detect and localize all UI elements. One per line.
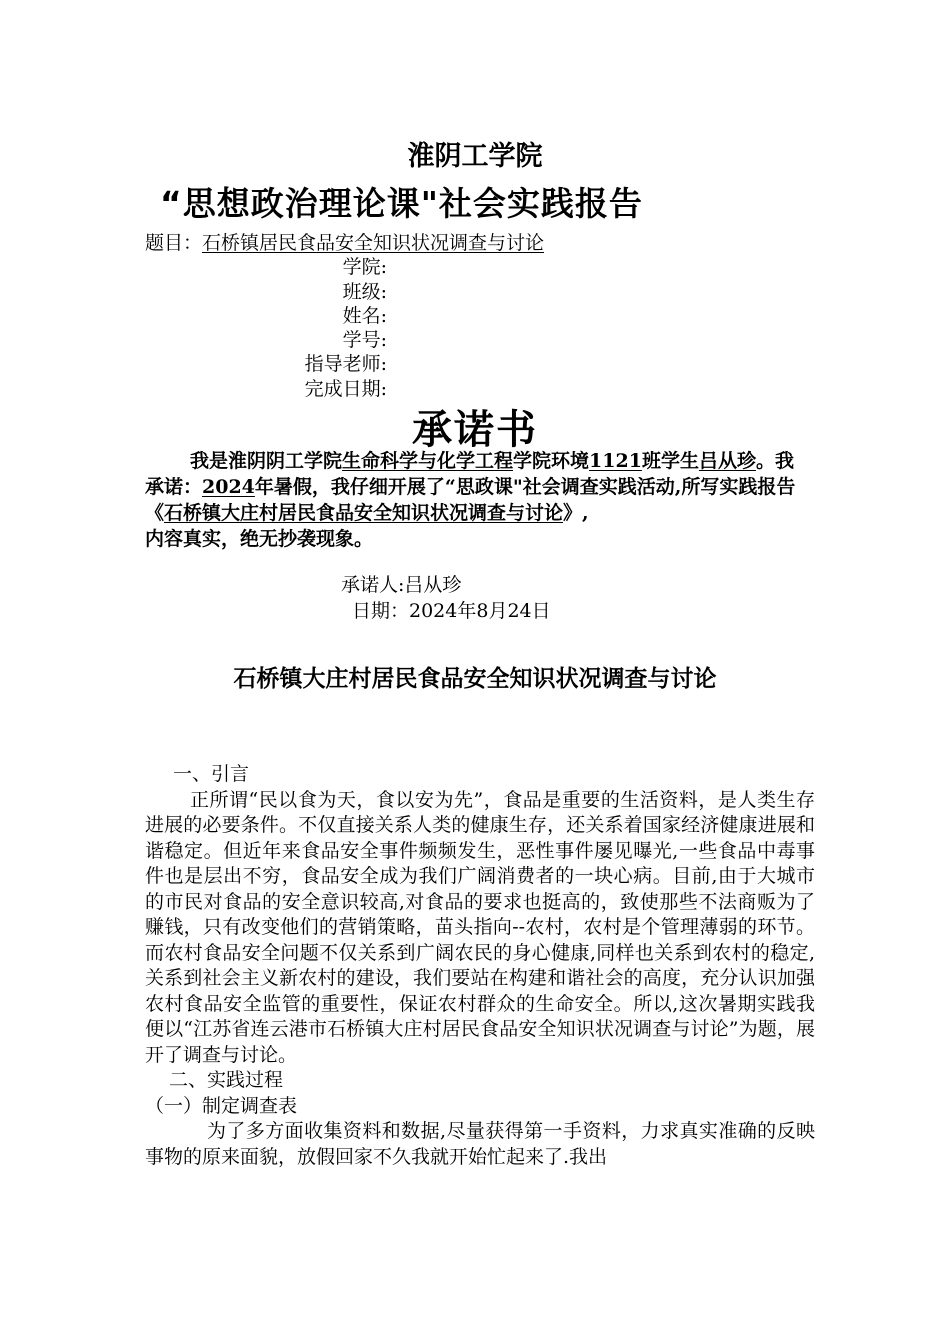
section2-heading: 二、实践过程 (169, 1069, 284, 1091)
pledge-college: 生命科学与化学工程 (342, 450, 514, 472)
pledge-date: 日期：2024年8月24日 (352, 600, 551, 622)
pledge-report-title: 石桥镇大庄村居民食品安全知识状况调查与讨论 (164, 502, 564, 524)
report-body (145, 762, 815, 1170)
pledge-text: 班学生 (641, 450, 699, 472)
university-name: 淮阴工学院 (407, 141, 543, 172)
topic-line (145, 228, 578, 255)
pledge-signer: 承诺人:吕从珍 (341, 574, 462, 596)
pledge-class: 1121 (589, 450, 642, 472)
section1-paragraph: 正所谓“民以食为天，食以安为先”，食品是重要的生活资料，是人类生存进展的必要条件。不仅直接关系人类的健康生存，还关系着国家经济健康进展和谐稳定。但近年来食品安全事件频频发生，恶性事件屡见曝光,一些食品中毒事件也是层出不穷，食品安全成为我们广阔消费者的一块心病。目前,由于大城市的市民对食品的安全意识较高,对食品的要求也挺高的，致使那些不法商贩为了赚钱，只有改变他们的营销策略，苗头指向--农村，农村是个管理薄弱的环节。而农村食品安全问题不仅关系到广阔农民的身心健康,同样也关系到农村的稳定,关系到社会主义新农村的建设，我们要站在构建和谐社会的高度，充分认识加强农村食品安全监管的重要性，保证农村群众的生命安全。所以,这次暑期实践我便以“江苏省连云港市石桥镇大庄村居民食品安全知识状况调查与讨论”为题，展开了调查与讨论。 (145, 788, 815, 1066)
topic-value: 石桥镇居民食品安全知识状况调查与讨论 (202, 232, 545, 254)
pledge-text: 我是淮阴阴工学院 (190, 450, 343, 472)
field-college: 学院: (342, 256, 387, 278)
field-student-id: 学号: (342, 329, 387, 351)
report-title: 石桥镇大庄村居民食品安全知识状况调查与讨论 (233, 666, 717, 692)
field-name: 姓名: (342, 305, 387, 327)
pledge-body (145, 448, 810, 552)
pledge-year: 2024 (202, 476, 255, 498)
subsection1-paragraph: 为了多方面收集资料和数据,尽量获得第一手资料，力求真实准确的反映事物的原来面貌，放假回家不久我就开始忙起来了.我出 (145, 1120, 815, 1168)
pledge-title: 承诺书 (412, 407, 538, 453)
field-advisor: 指导老师: (304, 353, 387, 375)
subsection1-heading: （一）制定调查表 (145, 1094, 298, 1117)
pledge-student-name: 吕从珍 (698, 450, 756, 472)
field-class: 班级: (342, 281, 387, 303)
pledge-statement: 内容真实，绝无抄袭现象。 (145, 528, 374, 550)
report-main-title: “思想政治理论课"社会实践报告 (160, 184, 643, 223)
pledge-text: 》, (563, 502, 589, 524)
pledge-text: 学院环境 (513, 450, 590, 472)
field-completion-date: 完成日期: (304, 378, 387, 400)
pledge-text: 。我承诺： (145, 450, 794, 498)
topic-label: 题目： (145, 232, 203, 254)
pledge-text: 年暑假，我仔细开展了“思政课"社会调查实践活动,所写实践报告《 (145, 476, 796, 524)
section1-heading: 一、引言 (173, 763, 250, 785)
